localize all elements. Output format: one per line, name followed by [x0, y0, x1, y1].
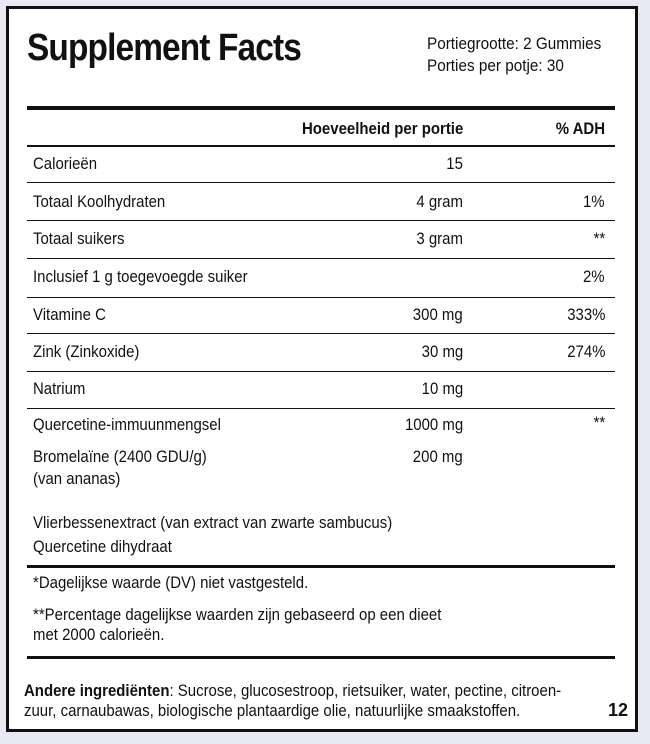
page-number: 12 — [607, 700, 628, 720]
other-ingredients-line2: zuur, carnaubawas, biologische plantaardige olie, natuurlijke smaakstoffen. — [24, 701, 521, 720]
row-name-sodium: Natrium — [33, 379, 86, 398]
elderberry-extract: Vlierbessenextract (van extract van zwarte sambucus) — [33, 513, 393, 532]
blend-amount: 1000 mg — [404, 415, 463, 434]
other-ingredients-label: Andere ingrediënten — [24, 681, 170, 700]
servings-per-container: Porties per potje: 30 — [427, 56, 564, 75]
row-name-vitamin-c: Vitamine C — [33, 305, 106, 324]
row-dv-zinc: 274% — [566, 342, 605, 361]
row-amount-carbs: 4 gram — [416, 192, 463, 211]
row-name-carbs: Totaal Koolhydraten — [33, 192, 166, 211]
footnote-dv-basis-line1: **Percentage dagelijkse waarden zijn gebaseerd op een dieet — [33, 605, 442, 624]
footnote-dv-not-established: *Dagelijkse waarde (DV) niet vastgesteld. — [33, 573, 309, 592]
row-name-zinc: Zink (Zinkoxide) — [33, 342, 140, 361]
row-divider — [27, 408, 615, 409]
thick-divider — [27, 106, 615, 110]
header-dv: % ADH — [555, 119, 605, 138]
row-divider — [27, 220, 615, 221]
row-amount-vitamin-c: 300 mg — [413, 305, 463, 324]
bromelain-amount: 200 mg — [413, 447, 463, 466]
row-divider — [27, 333, 615, 334]
quercetin-dihydrate: Quercetine dihydraat — [33, 537, 172, 556]
blend-dv: ** — [593, 413, 605, 432]
row-dv-sugars: ** — [593, 229, 605, 248]
serving-info — [427, 33, 601, 77]
other-ingredients-text-1: : Sucrose, glucosestroop, rietsuiker, water, pectine, citroen- — [169, 681, 562, 700]
row-dv-carbs: 1% — [583, 192, 605, 211]
other-ingredients-line1 — [24, 681, 561, 701]
blend-name: Quercetine-immuunmengsel — [33, 415, 221, 434]
row-name-added-sugar: Inclusief 1 g toegevoegde suiker — [33, 267, 248, 286]
serving-size: Portiegrootte: 2 Gummies — [427, 34, 602, 53]
row-divider — [27, 182, 615, 183]
thick-divider — [27, 656, 615, 659]
bromelain-source: (van ananas) — [33, 469, 121, 488]
row-amount-sodium: 10 mg — [421, 379, 463, 398]
row-amount-sugars: 3 gram — [416, 229, 463, 248]
row-dv-added-sugar: 2% — [583, 267, 605, 286]
panel-title: Supplement Facts — [27, 27, 301, 69]
bromelain-name: Bromelaïne (2400 GDU/g) — [33, 447, 207, 466]
row-divider — [27, 258, 615, 259]
thick-divider — [27, 565, 615, 568]
footnote-dv-basis-line2: met 2000 calorieën. — [33, 625, 165, 644]
header-amount: Hoeveelheid per portie — [301, 119, 463, 138]
row-amount-zinc: 30 mg — [421, 342, 463, 361]
row-dv-vitamin-c: 333% — [566, 305, 605, 324]
row-divider — [27, 371, 615, 372]
row-name-calories: Calorieën — [33, 154, 98, 173]
row-divider — [27, 297, 615, 298]
row-amount-calories: 15 — [446, 154, 463, 173]
supplement-facts-panel — [6, 6, 638, 732]
row-name-sugars: Totaal suikers — [33, 229, 125, 248]
row-divider — [27, 145, 615, 147]
